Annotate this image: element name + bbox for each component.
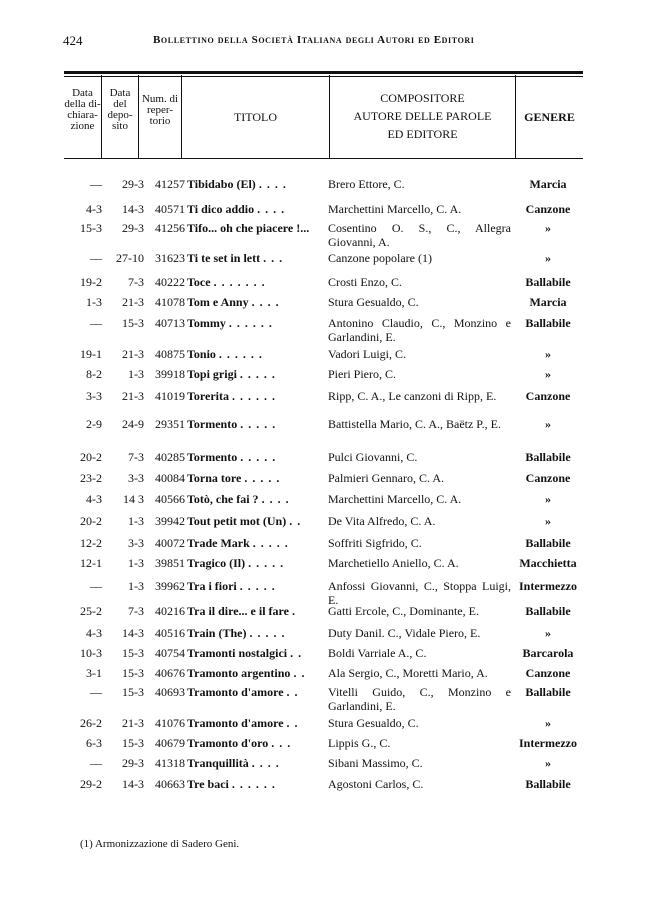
composer-author-publisher: Canzone popolare (1) bbox=[328, 251, 432, 265]
composer-author-publisher: Marchettini Marcello, C. A. bbox=[328, 492, 462, 506]
deposit-date: 21-3 bbox=[122, 716, 144, 730]
song-title bbox=[187, 626, 329, 640]
song-title-text: Trade Mark bbox=[187, 536, 250, 550]
declaration-date: 6-3 bbox=[86, 736, 102, 750]
genre: Ballabile bbox=[525, 316, 571, 330]
song-title-text: Ti dico addio bbox=[187, 202, 255, 216]
song-title-text: Tom e Anny bbox=[187, 295, 249, 309]
song-title bbox=[187, 221, 329, 235]
song-title-text: Ti te set in lett bbox=[187, 251, 261, 265]
leader-dots: . . . . . bbox=[252, 536, 289, 550]
deposit-date: 1-3 bbox=[128, 514, 144, 528]
declaration-date: — bbox=[90, 177, 102, 191]
genre: » bbox=[545, 716, 551, 730]
genre: Ballabile bbox=[525, 604, 571, 618]
composer-author-publisher: Boldi Varriale A., C. bbox=[328, 646, 427, 660]
leader-dots: . . . . . bbox=[244, 471, 281, 485]
deposit-date: 7-3 bbox=[128, 604, 144, 618]
genre: » bbox=[545, 626, 551, 640]
declaration-date: 12-1 bbox=[80, 556, 102, 570]
genre: » bbox=[545, 367, 551, 381]
deposit-date: 29-3 bbox=[122, 177, 144, 191]
genre: Intermezzo bbox=[519, 736, 577, 750]
song-title-text: Tragico (Il) bbox=[187, 556, 246, 570]
leader-dots: . . . . . bbox=[239, 579, 276, 593]
composer-author-publisher: Pieri Piero, C. bbox=[328, 367, 396, 381]
song-title-text: Torna tore bbox=[187, 471, 242, 485]
column-header-composer bbox=[330, 89, 515, 143]
song-title bbox=[187, 471, 329, 485]
song-title-text: Topi grigi bbox=[187, 367, 237, 381]
declaration-date: 29-2 bbox=[80, 777, 102, 791]
genre: » bbox=[545, 492, 551, 506]
composer-author-publisher: De Vita Alfredo, C. A. bbox=[328, 514, 436, 528]
deposit-date: 1-3 bbox=[128, 367, 144, 381]
repertoire-number: 40875 bbox=[155, 347, 185, 361]
repertoire-number: 40285 bbox=[155, 450, 185, 464]
repertoire-number: 41257 bbox=[155, 177, 185, 191]
song-title-text: Tranquillità bbox=[187, 756, 249, 770]
leader-dots: . . . . bbox=[261, 492, 290, 506]
column-header-number: Num. di reper- torio bbox=[141, 93, 179, 127]
song-title bbox=[187, 275, 329, 289]
deposit-date: 21-3 bbox=[122, 295, 144, 309]
composer-author-publisher: Stura Gesualdo, C. bbox=[328, 716, 419, 730]
song-title-text: Tramonto d'amore bbox=[187, 716, 284, 730]
song-title bbox=[187, 536, 329, 550]
leader-dots: . . bbox=[290, 646, 303, 660]
song-title bbox=[187, 716, 329, 730]
composer-author-publisher: Vadori Luigi, C. bbox=[328, 347, 406, 361]
repertoire-number: 40516 bbox=[155, 626, 185, 640]
declaration-date: 19-1 bbox=[80, 347, 102, 361]
song-title-text: Tommy bbox=[187, 316, 226, 330]
declaration-date: 1-3 bbox=[86, 295, 102, 309]
deposit-date: 24-9 bbox=[122, 417, 144, 431]
song-title-text: Tormento bbox=[187, 417, 238, 431]
deposit-date: 3-3 bbox=[128, 471, 144, 485]
declaration-date: 15-3 bbox=[80, 221, 102, 235]
table-top-rule-thin bbox=[64, 76, 583, 77]
deposit-date: 7-3 bbox=[128, 275, 144, 289]
song-title bbox=[187, 316, 329, 330]
leader-dots: . . . . . bbox=[248, 556, 285, 570]
song-title bbox=[187, 251, 329, 265]
repertoire-number: 40216 bbox=[155, 604, 185, 618]
composer-author-publisher: Crosti Enzo, C. bbox=[328, 275, 402, 289]
song-title-text: Totò, che fai ? bbox=[187, 492, 259, 506]
deposit-date: 3-3 bbox=[128, 536, 144, 550]
declaration-date: — bbox=[90, 685, 102, 699]
repertoire-number: 40222 bbox=[155, 275, 185, 289]
song-title bbox=[187, 777, 329, 791]
genre: » bbox=[545, 221, 551, 235]
leader-dots: . . . bbox=[271, 736, 292, 750]
deposit-date: 14-3 bbox=[122, 626, 144, 640]
leader-dots: . . . . . bbox=[239, 367, 276, 381]
song-title bbox=[187, 417, 329, 431]
composer-author-publisher: Stura Gesualdo, C. bbox=[328, 295, 419, 309]
composer-header-line3: ED EDITORE bbox=[387, 127, 458, 141]
song-title bbox=[187, 492, 329, 506]
genre: Ballabile bbox=[525, 450, 571, 464]
leader-dots: . . . . bbox=[258, 177, 287, 191]
song-title-text: Tra i fiori bbox=[187, 579, 237, 593]
leader-dots: . . . . . . bbox=[231, 777, 276, 791]
song-title-text: Tra il dire... e il fare bbox=[187, 604, 289, 618]
deposit-date: 14 3 bbox=[123, 492, 144, 506]
deposit-date: 1-3 bbox=[128, 556, 144, 570]
declaration-date: 3-3 bbox=[86, 389, 102, 403]
composer-author-publisher: Duty Danil. C., Vidale Piero, E. bbox=[328, 626, 481, 640]
song-title bbox=[187, 347, 329, 361]
song-title bbox=[187, 450, 329, 464]
song-title-text: Tout petit mot (Un) bbox=[187, 514, 287, 528]
genre: Macchietta bbox=[519, 556, 577, 570]
declaration-date: 3-1 bbox=[86, 666, 102, 680]
song-title-text: Tramonti nostalgici bbox=[187, 646, 288, 660]
song-title-text: Tifo... oh che piacere !... bbox=[187, 221, 310, 235]
repertoire-number: 41078 bbox=[155, 295, 185, 309]
column-header-deposit: Data del depo- sito bbox=[107, 87, 133, 132]
composer-author-publisher: Anfossi Giovanni, C., Stoppa Luigi, E. bbox=[328, 579, 511, 607]
genre: Canzone bbox=[525, 389, 571, 403]
column-header-genre: GENERE bbox=[524, 110, 575, 124]
declaration-date: 26-2 bbox=[80, 716, 102, 730]
composer-author-publisher: Sibani Massimo, C. bbox=[328, 756, 423, 770]
composer-author-publisher: Cosentino O. S., C., Allegra Giovanni, A. bbox=[328, 221, 511, 249]
leader-dots: . . . . bbox=[257, 202, 286, 216]
genre: Marcia bbox=[529, 177, 567, 191]
declaration-date: 20-2 bbox=[80, 450, 102, 464]
declaration-date: — bbox=[90, 756, 102, 770]
song-title bbox=[187, 604, 329, 618]
declaration-date: 10-3 bbox=[80, 646, 102, 660]
leader-dots: . . . bbox=[263, 251, 284, 265]
song-title-text: Tramonto d'amore bbox=[187, 685, 284, 699]
leader-dots: . . . . . bbox=[240, 417, 277, 431]
song-title bbox=[187, 514, 329, 528]
deposit-date: 7-3 bbox=[128, 450, 144, 464]
declaration-date: — bbox=[90, 251, 102, 265]
declaration-date: 4-3 bbox=[86, 202, 102, 216]
repertoire-number: 41318 bbox=[155, 756, 185, 770]
song-title bbox=[187, 685, 329, 699]
deposit-date: 29-3 bbox=[122, 221, 144, 235]
genre: Barcarola bbox=[522, 646, 574, 660]
song-title bbox=[187, 736, 329, 750]
song-title-text: Tormento bbox=[187, 450, 238, 464]
composer-author-publisher: Soffriti Sigfrido, C. bbox=[328, 536, 422, 550]
composer-author-publisher: Brero Ettore, C. bbox=[328, 177, 405, 191]
repertoire-number: 39851 bbox=[155, 556, 185, 570]
page-header bbox=[63, 33, 583, 51]
song-title bbox=[187, 646, 329, 660]
song-title-text: Tramonto argentino bbox=[187, 666, 291, 680]
leader-dots: . . bbox=[289, 514, 302, 528]
repertoire-number: 39942 bbox=[155, 514, 185, 528]
deposit-date: 15-3 bbox=[122, 646, 144, 660]
repertoire-number: 40713 bbox=[155, 316, 185, 330]
leader-dots: . . . . . bbox=[249, 626, 286, 640]
repertoire-number: 41256 bbox=[155, 221, 185, 235]
genre: » bbox=[545, 417, 551, 431]
composer-author-publisher: Battistella Mario, C. A., Baëtz P., E. bbox=[328, 417, 501, 431]
song-title bbox=[187, 579, 329, 593]
deposit-date: 21-3 bbox=[122, 347, 144, 361]
genre: Canzone bbox=[525, 202, 571, 216]
page-number: 424 bbox=[63, 33, 83, 48]
deposit-date: 15-3 bbox=[122, 666, 144, 680]
genre: Marcia bbox=[529, 295, 567, 309]
repertoire-number: 40566 bbox=[155, 492, 185, 506]
leader-dots: . . . . . . . bbox=[213, 275, 266, 289]
composer-author-publisher: Palmieri Gennaro, C. A. bbox=[328, 471, 444, 485]
composer-author-publisher: Marchetiello Aniello, C. A. bbox=[328, 556, 459, 570]
song-title bbox=[187, 367, 329, 381]
column-header-title: TITOLO bbox=[233, 110, 278, 124]
song-title-text: Torerita bbox=[187, 389, 229, 403]
declaration-date: 25-2 bbox=[80, 604, 102, 618]
genre: » bbox=[545, 347, 551, 361]
song-title bbox=[187, 202, 329, 216]
song-title bbox=[187, 177, 329, 191]
repertoire-number: 39918 bbox=[155, 367, 185, 381]
composer-author-publisher: Vitelli Guido, C., Monzino e Garlandini, E. bbox=[328, 685, 511, 713]
declaration-date: 20-2 bbox=[80, 514, 102, 528]
composer-author-publisher: Ala Sergio, C., Moretti Mario, A. bbox=[328, 666, 488, 680]
declaration-date: — bbox=[90, 316, 102, 330]
genre: » bbox=[545, 756, 551, 770]
genre: Ballabile bbox=[525, 777, 571, 791]
repertoire-number: 29351 bbox=[155, 417, 185, 431]
leader-dots: . . . . . . bbox=[218, 347, 263, 361]
genre: Ballabile bbox=[525, 536, 571, 550]
deposit-date: 15-3 bbox=[122, 736, 144, 750]
column-header-date: Data della di- chiara- zione bbox=[64, 87, 101, 132]
composer-header-line1: COMPOSITORE bbox=[380, 91, 465, 105]
genre: Ballabile bbox=[525, 275, 571, 289]
deposit-date: 27-10 bbox=[116, 251, 144, 265]
song-title bbox=[187, 295, 329, 309]
genre: Ballabile bbox=[525, 685, 571, 699]
song-title bbox=[187, 666, 329, 680]
song-title-text: Tibidabo (El) bbox=[187, 177, 256, 191]
running-title: Bollettino della Società Italiana degli Autori ed Editori bbox=[153, 34, 475, 46]
declaration-date: 23-2 bbox=[80, 471, 102, 485]
leader-dots: . . . . bbox=[251, 295, 280, 309]
declaration-date: 4-3 bbox=[86, 626, 102, 640]
genre: Canzone bbox=[525, 666, 571, 680]
leader-dots: . . . . bbox=[251, 756, 280, 770]
song-title-text: Tonio bbox=[187, 347, 216, 361]
deposit-date: 29-3 bbox=[122, 756, 144, 770]
song-title-text: Tramonto d'oro bbox=[187, 736, 269, 750]
leader-dots: . . bbox=[286, 716, 299, 730]
repertoire-number: 40663 bbox=[155, 777, 185, 791]
declaration-date: 8-2 bbox=[86, 367, 102, 381]
leader-dots: . bbox=[291, 604, 296, 618]
declaration-date: 4-3 bbox=[86, 492, 102, 506]
composer-author-publisher: Pulci Giovanni, C. bbox=[328, 450, 418, 464]
repertoire-number: 40679 bbox=[155, 736, 185, 750]
declaration-date: 12-2 bbox=[80, 536, 102, 550]
leader-dots: . . . . . bbox=[240, 450, 277, 464]
declaration-date: 2-9 bbox=[86, 417, 102, 431]
genre: » bbox=[545, 514, 551, 528]
composer-author-publisher: Marchettini Marcello, C. A. bbox=[328, 202, 462, 216]
repertoire-number: 40754 bbox=[155, 646, 185, 660]
composer-author-publisher: Ripp, C. A., Le canzoni di Ripp, E. bbox=[328, 389, 497, 403]
repertoire-number: 40084 bbox=[155, 471, 185, 485]
song-title bbox=[187, 756, 329, 770]
declaration-date: 19-2 bbox=[80, 275, 102, 289]
declaration-date: — bbox=[90, 579, 102, 593]
deposit-date: 15-3 bbox=[122, 316, 144, 330]
repertoire-number: 41076 bbox=[155, 716, 185, 730]
leader-dots: . . bbox=[286, 685, 299, 699]
repertoire-number: 40072 bbox=[155, 536, 185, 550]
genre: » bbox=[545, 251, 551, 265]
repertoire-number: 41019 bbox=[155, 389, 185, 403]
genre: Canzone bbox=[525, 471, 571, 485]
repertoire-number: 40676 bbox=[155, 666, 185, 680]
repertoire-number: 40693 bbox=[155, 685, 185, 699]
song-title bbox=[187, 556, 329, 570]
composer-author-publisher: Gatti Ercole, C., Dominante, E. bbox=[328, 604, 479, 618]
song-title bbox=[187, 389, 329, 403]
deposit-date: 15-3 bbox=[122, 685, 144, 699]
song-title-text: Train (The) bbox=[187, 626, 247, 640]
song-title-text: Toce bbox=[187, 275, 211, 289]
composer-author-publisher: Lippis G., C. bbox=[328, 736, 391, 750]
repertoire-number: 40571 bbox=[155, 202, 185, 216]
leader-dots: . . . . . . bbox=[232, 389, 276, 403]
leader-dots: . . . . . . bbox=[228, 316, 273, 330]
composer-header-line2: AUTORE DELLE PAROLE bbox=[353, 109, 492, 123]
genre: Intermezzo bbox=[519, 579, 577, 593]
composer-author-publisher: Antonino Claudio, C., Monzino e Garlandini, E. bbox=[328, 316, 511, 344]
composer-author-publisher: Agostoni Carlos, C. bbox=[328, 777, 424, 791]
table-header-rule bbox=[64, 158, 583, 159]
deposit-date: 14-3 bbox=[122, 202, 144, 216]
repertoire-number: 31623 bbox=[155, 251, 185, 265]
leader-dots: . . bbox=[293, 666, 306, 680]
deposit-date: 1-3 bbox=[128, 579, 144, 593]
table-top-rule bbox=[64, 71, 583, 74]
repertoire-number: 39962 bbox=[155, 579, 185, 593]
deposit-date: 14-3 bbox=[122, 777, 144, 791]
song-title-text: Tre baci bbox=[187, 777, 229, 791]
deposit-date: 21-3 bbox=[122, 389, 144, 403]
footnote: (1) Armonizzazione di Sadero Geni. bbox=[80, 838, 240, 850]
